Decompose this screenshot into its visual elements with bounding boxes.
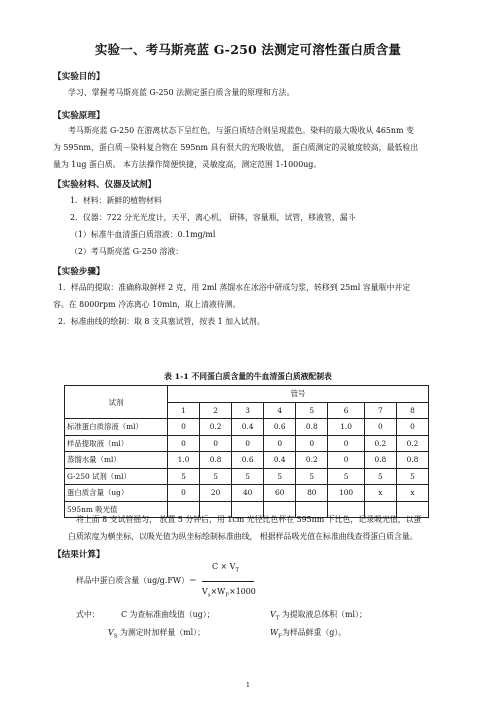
- row-label: 蛋白质含量（ug）: [65, 485, 168, 502]
- reagent-table: [64, 385, 429, 518]
- row-label: 样品提取液（ml）: [65, 435, 168, 452]
- table-cell: 0: [264, 435, 296, 452]
- tube-number-cell: 3: [232, 402, 264, 419]
- where-label: 式中：: [76, 610, 100, 619]
- table-cell: 0: [364, 419, 396, 436]
- table-cell: 5: [200, 468, 232, 485]
- table-cell: 5: [328, 468, 365, 485]
- formula-numerator: $C \times V_T$: [212, 562, 240, 574]
- table-cell: 0: [396, 419, 428, 436]
- table-caption: 表 1-1 不同蛋白质含量的牛血清蛋白质液配制表: [164, 372, 332, 381]
- purpose-text: 学习、掌握考马斯亮蓝 G-250 法测定蛋白质含量的原理和方法。: [68, 88, 295, 97]
- table-cell: 0.8: [200, 452, 232, 469]
- step-1-line-1: 1．样品的提取：准确称取鲜样 2 克，用 2ml 蒸馏水在冰浴中研成匀浆，转移到 25ml 容量瓶中并定: [58, 283, 411, 292]
- after-table-line-1: 将上面 8 支试管摇匀， 放置 5 分钟后，用 1cm 光径比色杯在 595nm 下比色，记录吸光值，以蛋: [76, 515, 422, 524]
- section-heading-results: 【结果计算】: [53, 550, 105, 560]
- table-cell: 0: [168, 485, 200, 502]
- principle-line-2: 为 595nm，蛋白质－染料复合物在 595nm 具有很大的光吸收值， 蛋白质测定的灵敏度较高，最低检出: [53, 143, 419, 152]
- tube-number-cell: 5: [296, 402, 328, 419]
- table-row: [65, 435, 429, 452]
- table-cell: 0.6: [232, 452, 264, 469]
- table-cell: 0: [328, 452, 365, 469]
- definition-vs: $V_S$ 为测定时加样量（ml）；: [108, 628, 205, 640]
- table-cell: 5: [168, 468, 200, 485]
- table-cell: 0: [296, 435, 328, 452]
- row-label: 标准蛋白质溶液（ml）: [65, 419, 168, 436]
- table-cell: 0.2: [396, 435, 428, 452]
- table-row: [65, 485, 429, 502]
- table-cell: 0.2: [296, 452, 328, 469]
- table-cell: 0: [232, 435, 264, 452]
- row-label: 蒸馏水量（ml）: [65, 452, 168, 469]
- table-cell: 0: [200, 435, 232, 452]
- page-title: 实验一、考马斯亮蓝 G-250 法测定可溶性蛋白质含量: [94, 42, 402, 57]
- formula-label: 样品中蛋白质含量（ug/g.FW）＝: [76, 576, 197, 585]
- materials-item-3: （1）标准牛血清蛋白质溶液：0.1mg/ml: [70, 230, 216, 239]
- tube-number-cell: 2: [200, 402, 232, 419]
- table-cell: 20: [200, 485, 232, 502]
- row-label: G-250 试剂（ml）: [65, 468, 168, 485]
- materials-item-2: 2．仪器：722 分光光度计，天平，离心机， 研钵，容量瓶，试管，移液管，漏斗: [70, 213, 356, 222]
- tube-number-cell: 8: [396, 402, 428, 419]
- principle-line-3: 量为 1ug 蛋白质。 本方法操作简便快捷，灵敏度高，测定范围 1-1000ug。: [53, 160, 322, 169]
- table-cell: 0.8: [396, 452, 428, 469]
- section-heading-purpose: 【实验目的】: [53, 72, 105, 82]
- materials-item-4: （2）考马斯亮蓝 G-250 溶液：: [70, 247, 184, 256]
- table-cell: 0: [168, 419, 200, 436]
- page-number: 1: [245, 681, 251, 689]
- principle-line-1: 考马斯亮蓝 G-250 在游离状态下呈红色，与蛋白质结合则呈现蓝色。染料的最大吸收从 465nm 变: [68, 126, 414, 135]
- table-cell: 60: [264, 485, 296, 502]
- table-cell: x: [364, 485, 396, 502]
- table-cell: x: [396, 485, 428, 502]
- tube-number-cell: 1: [168, 402, 200, 419]
- section-heading-steps: 【实验步骤】: [53, 267, 105, 277]
- fraction-line: [202, 581, 254, 582]
- tube-number-cell: 6: [328, 402, 365, 419]
- step-1-line-2: 容。在 8000rpm 冷冻离心 10min，取上清液待测。: [53, 300, 241, 309]
- table-cell: 5: [264, 468, 296, 485]
- table-cell: 5: [364, 468, 396, 485]
- table-cell: 5: [296, 468, 328, 485]
- after-table-line-2: 白质浓度为横坐标，以吸光值为纵坐标绘制标准曲线， 根据样品吸光值在标准曲线查得蛋白质含量。: [68, 532, 418, 541]
- table-row: [65, 452, 429, 469]
- section-heading-materials: 【实验材料、仪器及试剂】: [53, 180, 157, 190]
- table-cell: 1.0: [168, 452, 200, 469]
- table-cell: 5: [396, 468, 428, 485]
- table-cell: 0.6: [264, 419, 296, 436]
- reagent-header: 试剂: [65, 386, 168, 419]
- formula-denominator: $V_s\times W_F\times 1000$: [202, 587, 256, 599]
- table-row: [65, 468, 429, 485]
- tube-header: 管号: [168, 386, 429, 403]
- table-cell: 5: [232, 468, 264, 485]
- table-cell: 100: [328, 485, 365, 502]
- definition-vt: $V_T$ 为提取液总体积（ml）；: [270, 610, 367, 622]
- table-cell: 40: [232, 485, 264, 502]
- table-cell: 0: [328, 435, 365, 452]
- row-label: 595nm 吸光值: [65, 501, 168, 518]
- tube-number-cell: 4: [264, 402, 296, 419]
- section-heading-principle: 【实验原理】: [53, 111, 105, 121]
- table-cell: 0.4: [264, 452, 296, 469]
- definition-c: C 为查标准曲线值（ug）；: [121, 610, 215, 619]
- tube-number-cell: 7: [364, 402, 396, 419]
- materials-item-1: 1．材料：新鲜的植物材料: [70, 196, 162, 205]
- table-row: [65, 419, 429, 436]
- table-cell: 0.8: [364, 452, 396, 469]
- table-header-row: [65, 386, 429, 403]
- step-2-text: 2．标准曲线的绘制：取 8 支具塞试管，按表 1 加入试剂。: [58, 317, 265, 326]
- table-cell: 0.8: [296, 419, 328, 436]
- table-cell: 0.2: [364, 435, 396, 452]
- table-cell: 0.2: [200, 419, 232, 436]
- table-cell: 0.4: [232, 419, 264, 436]
- table-cell: 80: [296, 485, 328, 502]
- table-cell: 1.0: [328, 419, 365, 436]
- definition-wf: $W_F$为样品鲜重（g）。: [270, 628, 347, 640]
- table-cell: 0: [168, 435, 200, 452]
